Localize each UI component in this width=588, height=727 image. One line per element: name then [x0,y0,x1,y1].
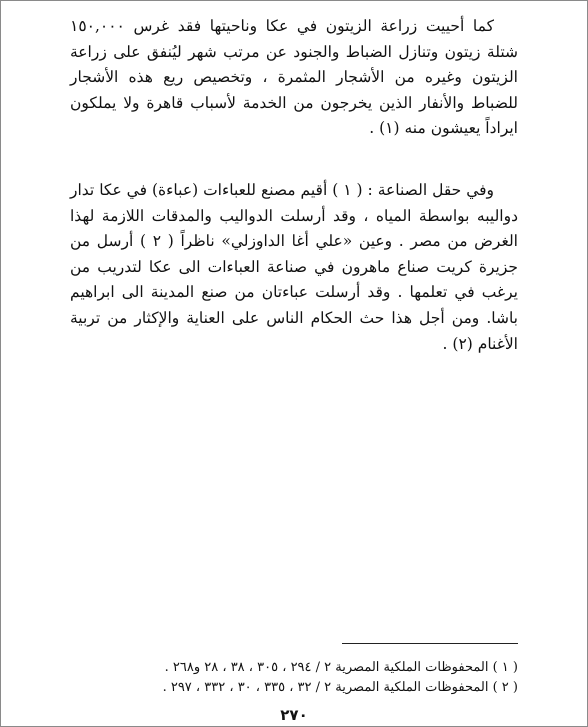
footnote-1: ( ١ ) المحفوظات الملكية المصرية ٢ / ٢٩٤ ، ٣٠٥ ، ٣٨ ، ٢٨ و٢٦٨ . [164,660,518,675]
paragraph-industry: وفي حقل الصناعة : ( ١ ) أقيم مصنع للعباءات (عباءة) في عكا تدار دواليبه بواسطة المياه ، وقد أرسلت الدواليب والمدقات اللازمة لهذا الغرض من مصر . وعين «علي أغا الداوزلي» ناظراً ( ٢ ) أرسل من جزيرة كريت صناع ماهرون في صناعة العباءات الى عكا لتدريب من يرغب في تعلمها . وقد أرسلت عباءتان من صنع المدينة الى ابراهيم باشا. ومن أجل هذا حث الحكام الناس على العناية والإكثار من تربية الأغنام (٢) . [70,181,518,353]
paragraph-olive-cultivation: كما أحييت زراعة الزيتون في عكا وناحيتها فقد غرس ١٥٠,٠٠٠ شتلة زيتون وتنازل الضباط والجنود عن مرتب شهر ليُنفق على زراعة الزيتون وغيره من الأشجار المثمرة ، وتخصيص ريع هذه الأشجار للضباط والأنفار الذين يخرجون من الخدمة لأسباب قاهرة ولا يملكون ايراداً يعيشون منه (١) . [70,17,518,138]
footnote-separator [342,643,518,644]
footnote-2: ( ٢ ) المحفوظات الملكية المصرية ٢ / ٣٢ ، ٣٣٥ ، ٣٠ ، ٣٣٢ ، ٢٩٧ . [162,680,518,695]
page-number: ٢٧٠ [280,706,308,724]
document-page [70,6,518,724]
